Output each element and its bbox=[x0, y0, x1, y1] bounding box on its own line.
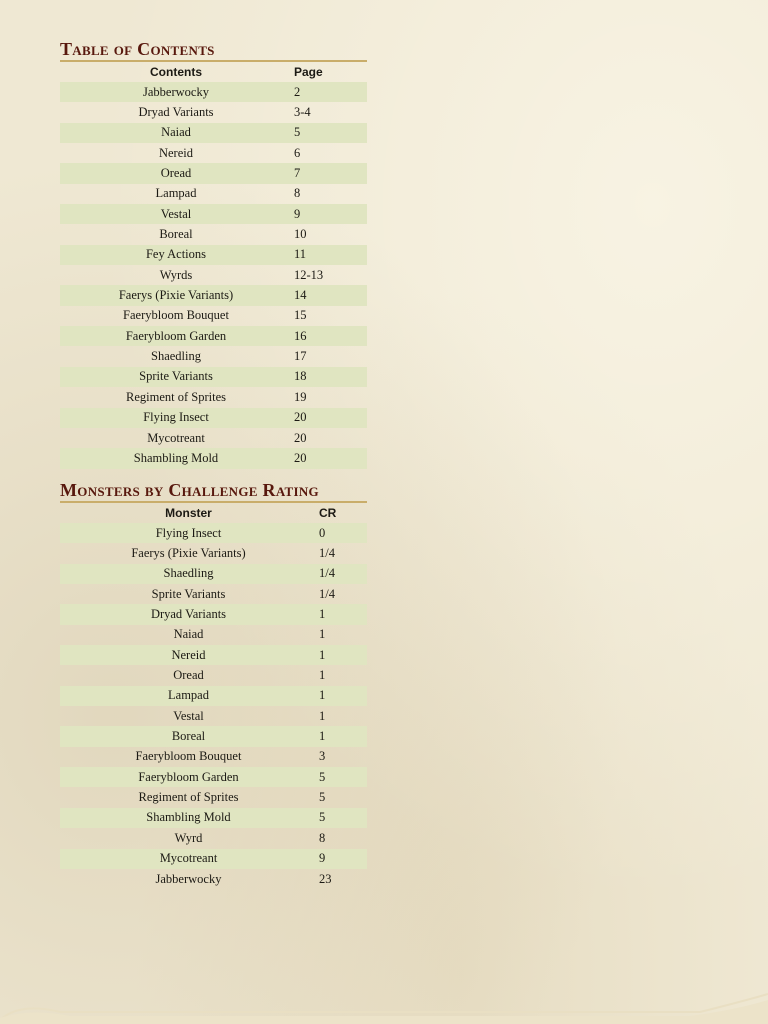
toc-col-page: Page bbox=[294, 65, 323, 79]
toc-row-value: 20 bbox=[292, 408, 367, 428]
cr-row-value: 1 bbox=[319, 708, 326, 723]
toc-row-name: Dryad Variants bbox=[138, 105, 214, 120]
cr-row-name: Sprite Variants bbox=[151, 586, 226, 601]
toc-row-name: Faerys (Pixie Variants) bbox=[60, 285, 292, 305]
cr-table bbox=[60, 503, 367, 889]
toc-col-contents: Contents bbox=[150, 65, 202, 79]
cr-row-name: Nereid bbox=[60, 645, 317, 665]
toc-row-value: 7 bbox=[292, 163, 367, 183]
cr-row bbox=[60, 543, 367, 563]
toc-row-name: Wyrds bbox=[159, 267, 193, 282]
toc-row-value: 18 bbox=[292, 367, 367, 387]
toc-row bbox=[60, 306, 367, 326]
toc-row bbox=[60, 102, 367, 122]
cr-row-name: Mycotreant bbox=[60, 849, 317, 869]
cr-row bbox=[60, 787, 367, 807]
cr-row-name: Shaedling bbox=[60, 564, 317, 584]
cr-row-name: Naiad bbox=[173, 627, 204, 642]
cr-row-value: 1/4 bbox=[317, 564, 367, 584]
cr-row-value: 1 bbox=[317, 686, 367, 706]
toc-row-name: Vestal bbox=[60, 204, 292, 224]
toc-row-name: Mycotreant bbox=[147, 430, 205, 445]
cr-row-name: Boreal bbox=[60, 726, 317, 746]
cr-row-name: Shambling Mold bbox=[60, 808, 317, 828]
toc-row-name: Lampad bbox=[155, 186, 197, 201]
toc-row-value: 17 bbox=[294, 349, 307, 364]
cr-row-name: Oread bbox=[173, 668, 204, 683]
toc-row-name: Boreal bbox=[159, 227, 193, 242]
toc-row bbox=[60, 163, 367, 183]
cr-row-name: Faerybloom Bouquet bbox=[135, 749, 242, 764]
cr-row-name: Wyrd bbox=[174, 830, 203, 845]
cr-row bbox=[60, 645, 367, 665]
toc-row-value: 10 bbox=[294, 227, 307, 242]
cr-row bbox=[60, 808, 367, 828]
toc-row-name: Regiment of Sprites bbox=[126, 389, 226, 404]
cr-col-cr: CR bbox=[319, 506, 337, 520]
cr-row bbox=[60, 869, 367, 889]
cr-row bbox=[60, 523, 367, 543]
toc-row bbox=[60, 367, 367, 387]
cr-row-name: Dryad Variants bbox=[60, 604, 317, 624]
toc-row bbox=[60, 82, 367, 102]
toc-row-name: Naiad bbox=[60, 123, 292, 143]
cr-row-name: Regiment of Sprites bbox=[138, 790, 239, 805]
toc-row-name: Faerybloom Garden bbox=[60, 326, 292, 346]
toc-rows bbox=[60, 82, 367, 469]
toc-row bbox=[60, 245, 367, 265]
toc-row bbox=[60, 184, 367, 204]
toc-row-value: 2 bbox=[292, 82, 367, 102]
toc-row bbox=[60, 428, 367, 448]
toc-row-value: 8 bbox=[294, 186, 301, 201]
toc-row-value: 9 bbox=[292, 204, 367, 224]
toc-row bbox=[60, 326, 367, 346]
toc-row-name: Shambling Mold bbox=[60, 448, 292, 468]
toc-row-value: 20 bbox=[294, 430, 307, 445]
cr-row-name: Jabberwocky bbox=[155, 871, 222, 886]
cr-row-name: Faerys (Pixie Variants) bbox=[131, 546, 246, 561]
toc-row bbox=[60, 143, 367, 163]
cr-row-value: 1 bbox=[319, 668, 326, 683]
cr-row bbox=[60, 828, 367, 848]
cr-row-value: 1/4 bbox=[319, 546, 335, 561]
cr-row-value: 1 bbox=[317, 604, 367, 624]
cr-row bbox=[60, 604, 367, 624]
toc-row bbox=[60, 204, 367, 224]
toc-row-name: Fey Actions bbox=[60, 245, 292, 265]
cr-row-name: Flying Insect bbox=[60, 523, 317, 543]
cr-row-value: 1 bbox=[319, 627, 326, 642]
cr-row-value: 1/4 bbox=[319, 586, 335, 601]
toc-row-value: 11 bbox=[292, 245, 367, 265]
toc-row-value: 20 bbox=[292, 448, 367, 468]
toc-row-name: Jabberwocky bbox=[60, 82, 292, 102]
toc-row bbox=[60, 408, 367, 428]
cr-row-value: 1 bbox=[317, 645, 367, 665]
toc-row bbox=[60, 346, 367, 366]
cr-col-monster: Monster bbox=[165, 506, 212, 520]
cr-row-value: 5 bbox=[317, 808, 367, 828]
toc-row bbox=[60, 387, 367, 407]
cr-heading: Monsters by Challenge Rating bbox=[60, 477, 367, 503]
toc-row bbox=[60, 448, 367, 468]
cr-row bbox=[60, 665, 367, 685]
toc-row-value: 15 bbox=[294, 308, 307, 323]
toc-row-name: Nereid bbox=[158, 145, 193, 160]
toc-row bbox=[60, 224, 367, 244]
table-of-contents-section bbox=[60, 36, 367, 469]
cr-row-value: 5 bbox=[319, 790, 326, 805]
cr-row bbox=[60, 849, 367, 869]
toc-row-value: 12-13 bbox=[294, 267, 324, 282]
cr-row-value: 1 bbox=[317, 726, 367, 746]
cr-row-value: 3 bbox=[319, 749, 326, 764]
cr-row-value: 8 bbox=[319, 830, 326, 845]
toc-row-value: 19 bbox=[294, 389, 307, 404]
cr-row-name: Lampad bbox=[60, 686, 317, 706]
toc-header-row bbox=[60, 62, 367, 82]
toc-row-name: Faerybloom Bouquet bbox=[123, 308, 229, 323]
toc-row-value: 5 bbox=[292, 123, 367, 143]
toc-row-value: 16 bbox=[292, 326, 367, 346]
cr-row-value: 5 bbox=[317, 767, 367, 787]
cr-header-row bbox=[60, 503, 367, 523]
cr-row bbox=[60, 564, 367, 584]
cr-row bbox=[60, 706, 367, 726]
toc-row-value: 3-4 bbox=[294, 105, 311, 120]
toc-row bbox=[60, 265, 367, 285]
toc-row-name: Flying Insect bbox=[60, 408, 292, 428]
toc-row-name: Sprite Variants bbox=[60, 367, 292, 387]
toc-heading: Table of Contents bbox=[60, 36, 367, 62]
cr-row-name: Faerybloom Garden bbox=[60, 767, 317, 787]
cr-row-value: 9 bbox=[317, 849, 367, 869]
cr-row-value: 0 bbox=[317, 523, 367, 543]
toc-row-name: Shaedling bbox=[151, 349, 201, 364]
toc-row-value: 14 bbox=[292, 285, 367, 305]
cr-row bbox=[60, 726, 367, 746]
challenge-rating-section bbox=[60, 477, 367, 889]
cr-rows bbox=[60, 523, 367, 889]
toc-row bbox=[60, 285, 367, 305]
toc-row-value: 6 bbox=[294, 145, 301, 160]
page-footer-ornament bbox=[0, 988, 768, 1024]
cr-row bbox=[60, 625, 367, 645]
cr-row bbox=[60, 747, 367, 767]
toc-row bbox=[60, 123, 367, 143]
cr-row bbox=[60, 584, 367, 604]
toc-table bbox=[60, 62, 367, 469]
toc-row-name: Oread bbox=[60, 163, 292, 183]
cr-row-name: Vestal bbox=[173, 708, 204, 723]
cr-row bbox=[60, 767, 367, 787]
cr-row-value: 23 bbox=[319, 871, 332, 886]
cr-row bbox=[60, 686, 367, 706]
